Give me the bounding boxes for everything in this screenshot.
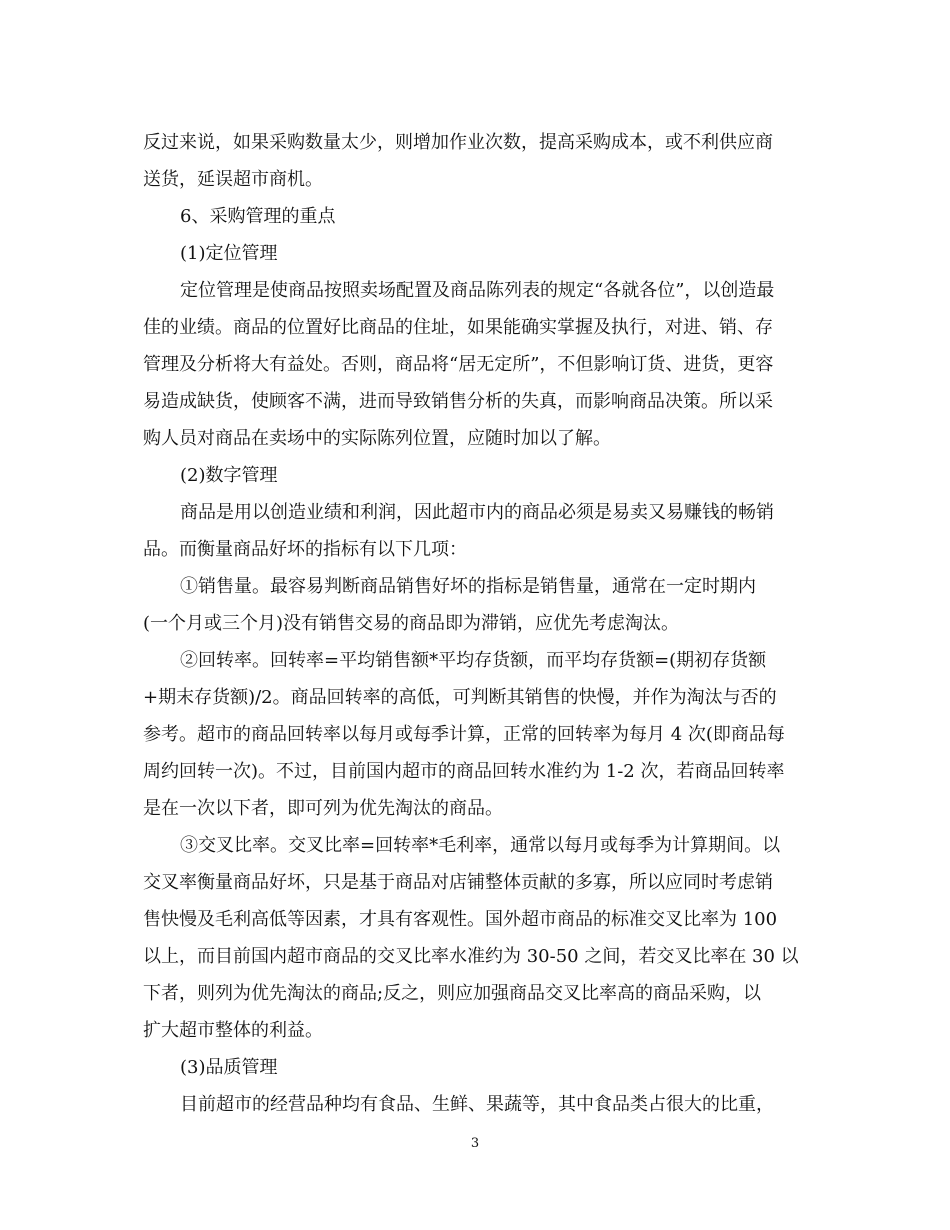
text-line: ②回转率。回转率=平均销售额*平均存货额，而平均存货额=(期初存货额 — [180, 650, 767, 671]
text-line: 管理及分析将大有益处。否则，商品将“居无定所”，不但影响订货、进货，更容 — [143, 354, 774, 375]
text-line: 周约回转一次)。不过，目前国内超市的商品回转水准约为 1-2 次，若商品回转率 — [143, 761, 785, 782]
text-line: 目前超市的经营品种均有食品、生鲜、果蔬等，其中食品类占很大的比重， — [180, 1094, 774, 1115]
text-line: 扩大超市整体的利益。 — [143, 1020, 323, 1041]
text-line: 购人员对商品在卖场中的实际陈列位置，应随时加以了解。 — [143, 428, 611, 449]
text-line: 定位管理是使商品按照卖场配置及商品陈列表的规定“各就各位”，以创造最 — [180, 280, 775, 301]
text-line: +期末存货额)/2。商品回转率的高低，可判断其销售的快慢，并作为淘汰与否的 — [143, 687, 777, 708]
text-line: 以上，而目前国内超市商品的交叉比率水准约为 30-50 之间，若交叉比率在 30 以 — [143, 946, 799, 967]
text-line: 下者，则列为优先淘汰的商品;反之，则应加强商品交叉比率高的商品采购，以 — [143, 983, 762, 1004]
text-line: (2)数字管理 — [180, 465, 278, 486]
text-line: 6、采购管理的重点 — [180, 206, 336, 227]
text-line: 商品是用以创造业绩和利润，因此超市内的商品必须是易卖又易赚钱的畅销 — [180, 502, 774, 523]
text-line: 品。而衡量商品好坏的指标有以下几项： — [143, 539, 467, 560]
text-line: 是在一次以下者，即可列为优先淘汰的商品。 — [143, 798, 503, 819]
text-line: 售快慢及毛利高低等因素，才具有客观性。国外超市商品的标准交叉比率为 100 — [143, 909, 778, 930]
text-line: 反过来说，如果采购数量太少，则增加作业次数，提高采购成本，或不利供应商 — [143, 132, 773, 153]
text-line: ①销售量。最容易判断商品销售好坏的指标是销售量，通常在一定时期内 — [180, 576, 756, 597]
text-line: 易造成缺货，使顾客不满，进而导致销售分析的失真，而影响商品决策。所以采 — [143, 391, 773, 412]
text-line: 交叉率衡量商品好坏，只是基于商品对店铺整体贡献的多寡，所以应同时考虑销 — [143, 872, 773, 893]
text-line: 送货，延误超市商机。 — [143, 169, 323, 190]
text-line: (1)定位管理 — [180, 243, 278, 264]
text-line: (3)品质管理 — [180, 1057, 278, 1078]
text-line: 参考。超市的商品回转率以每月或每季计算，正常的回转率为每月 4 次(即商品每 — [143, 724, 785, 745]
body-text — [143, 124, 808, 1123]
text-line: (一个月或三个月)没有销售交易的商品即为滞销，应优先考虑淘汰。 — [143, 613, 680, 634]
text-line: 佳的业绩。商品的位置好比商品的住址，如果能确实掌握及执行，对进、销、存 — [143, 317, 773, 338]
text-line: ③交叉比率。交叉比率=回转率*毛利率，通常以每月或每季为计算期间。以 — [180, 835, 781, 856]
page-number: 3 — [470, 1136, 480, 1151]
